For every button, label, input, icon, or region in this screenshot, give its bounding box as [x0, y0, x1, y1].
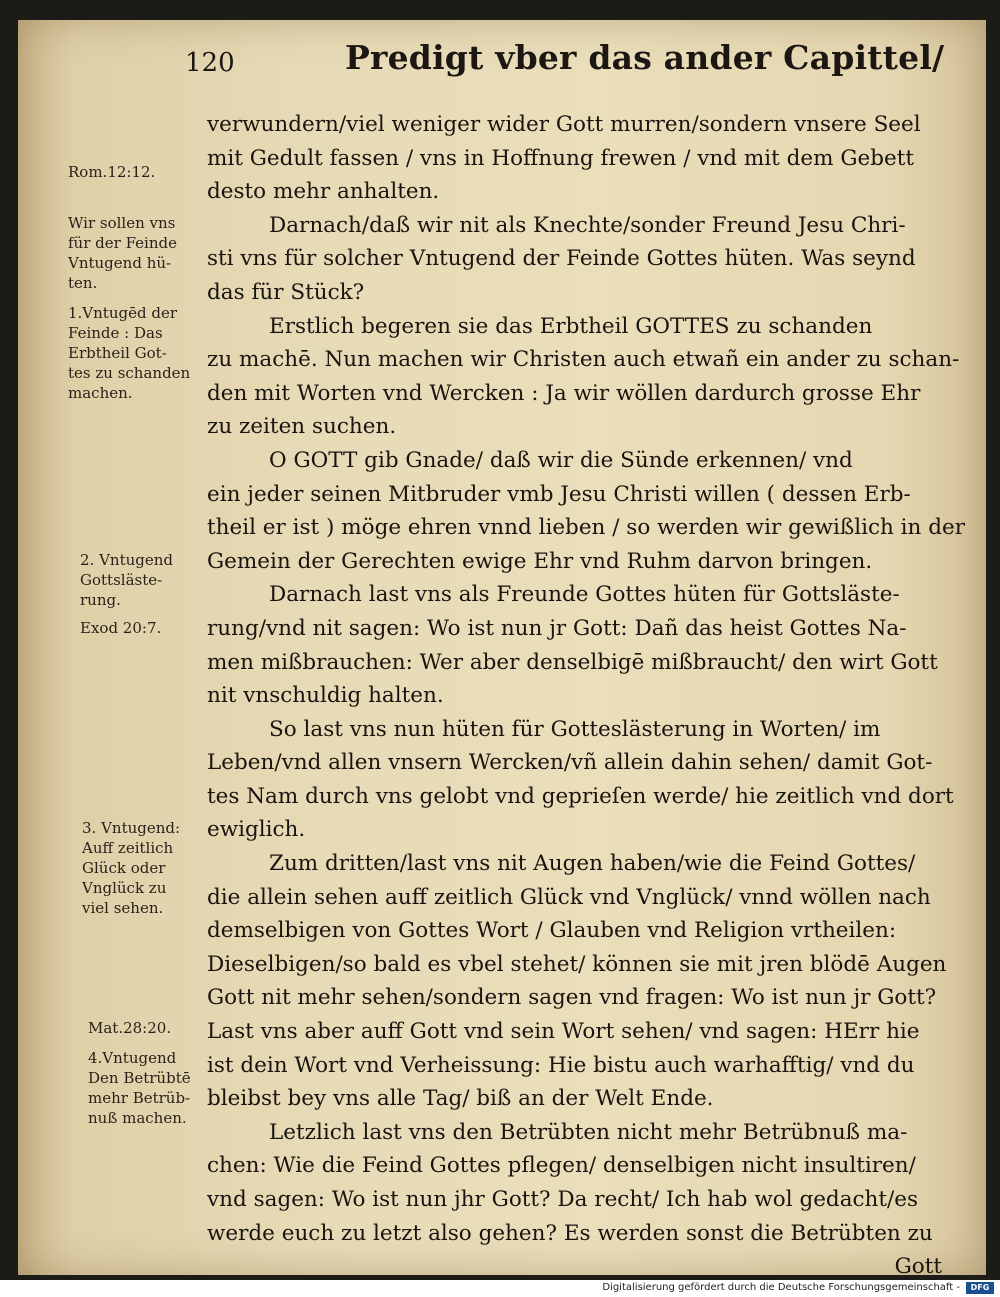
text-line: desto mehr anhalten.: [207, 179, 440, 205]
margin-note-feinde-vntugend: Wir sollen vns für der Feinde Vntugend hü- ten.: [68, 214, 177, 292]
text-line: O GOTT gib Gnade/ daß wir die Sünde erkennen/ vnd: [269, 447, 853, 473]
margin-note-exod: Exod 20:7.: [80, 619, 162, 637]
text-line: Letzlich last vns den Betrübten nicht mehr Betrübnuß ma-: [269, 1119, 908, 1145]
text-line: verwundern/viel weniger wider Gott murren/sondern vnsere Seel: [207, 112, 921, 137]
text-line: bleibst bey vns alle Tag/ biß an der Welt Ende.: [207, 1086, 714, 1112]
text-line: Gemein der Gerechten ewige Ehr vnd Ruhm darvon bringen.: [207, 548, 873, 574]
page-header: [185, 38, 945, 98]
text-line: So last vns nun hüten für Gotteslästerung in Worten/ im: [269, 716, 881, 742]
text-line: tes Nam durch vns gelobt vnd geprieſen werde/ hie zeitlich vnd dort: [207, 783, 954, 809]
margin-note-mat: Mat.28:20.: [88, 1019, 172, 1037]
text-line: ewiglich.: [207, 817, 306, 843]
text-line: Erstlich begeren sie das Erbtheil GOTTES zu schanden: [269, 313, 873, 339]
text-line: Last vns aber auff Gott vnd sein Wort sehen/ vnd sagen: HErr hie: [207, 1019, 920, 1045]
funding-notice: Digitalisierung gefördert durch die Deutsche Forschungsgemeinschaft -: [602, 1282, 960, 1293]
margin-note-vntugend-1: 1.Vntugēd der Feinde : Das Erbtheil Got- tes zu schanden machen.: [68, 304, 191, 402]
digitization-footer: [0, 1280, 1000, 1297]
text-line: zu machē. Nun machen wir Christen auch etwañ ein ander zu schan-: [207, 347, 960, 373]
text-line: chen: Wie die Feind Gottes pflegen/ denselbigen nicht insultiren/: [207, 1153, 916, 1179]
text-line: sti vns für solcher Vntugend der Feinde Gottes hüten. Was seynd: [207, 246, 916, 272]
text-line: Darnach last vns als Freunde Gottes hüten für Gottsläste-: [269, 582, 900, 608]
text-line: zu zeiten suchen.: [207, 414, 397, 440]
text-line: rung/vnd nit sagen: Wo ist nun jr Gott: Dañ das heist Gottes Na-: [207, 615, 907, 641]
margin-note-vntugend-2: 2. Vntugend Gottsläste- rung.: [80, 551, 174, 609]
text-line: Zum dritten/last vns nit Augen haben/wie die Feind Gottes/: [269, 851, 916, 877]
catchword: Gott: [894, 1254, 942, 1280]
text-line: Dieselbigen/so bald es vbel stehet/ können sie mit jren blödē Augen: [207, 951, 947, 977]
text-line: ist dein Wort vnd Verheissung: Hie bistu auch warhafftig/ vnd du: [207, 1052, 915, 1078]
text-line: vnd sagen: Wo ist nun jhr Gott? Da recht/ Ich hab wol gedacht/es: [207, 1187, 919, 1212]
dfg-logo: DFG: [966, 1282, 994, 1294]
running-title: Predigt vber das ander Capittel/: [345, 38, 945, 77]
text-line: demselbigen von Gottes Wort / Glauben vnd Religion vrtheilen:: [207, 918, 897, 944]
text-line: die allein sehen auff zeitlich Glück vnd Vnglück/ vnnd wöllen nach: [207, 884, 931, 910]
text-line: den mit Worten vnd Wercken : Ja wir wöllen dardurch grosse Ehr: [207, 380, 921, 406]
margin-note-rom: Rom.12:12.: [68, 163, 156, 181]
text-line: Darnach/daß wir nit als Knechte/sonder Freund Jesu Chri-: [269, 212, 906, 238]
page-number: 120: [185, 48, 235, 78]
text-line: men mißbrauchen: Wer aber denselbigē mißbraucht/ den wirt Gott: [207, 649, 938, 675]
text-line: ein jeder seinen Mitbruder vmb Jesu Christi willen ( dessen Erb-: [207, 481, 911, 507]
text-line: werde euch zu letzt also gehen? Es werden sonst die Betrübten zu: [207, 1220, 933, 1246]
text-line: theil er ist ) möge ehren vnnd lieben / so werden wir gewißlich in der: [207, 515, 966, 541]
margin-note-vntugend-4: 4.Vntugend Den Betrübtē mehr Betrüb- nuß machen.: [88, 1049, 191, 1127]
text-line: Leben/vnd allen vnsern Wercken/vñ allein dahin sehen/ damit Got-: [207, 750, 933, 776]
text-line: das für Stück?: [207, 279, 365, 305]
margin-note-vntugend-3: 3. Vntugend: Auff zeitlich Glück oder Vnglück zu viel sehen.: [82, 819, 181, 917]
body-text: [207, 108, 966, 1280]
text-line: nit vnschuldig halten.: [207, 683, 444, 709]
text-line: mit Gedult fassen / vns in Hoffnung frewen / vnd mit dem Gebett: [207, 145, 914, 171]
text-line: Gott nit mehr sehen/sondern sagen vnd fragen: Wo ist nun jr Gott?: [207, 985, 937, 1011]
